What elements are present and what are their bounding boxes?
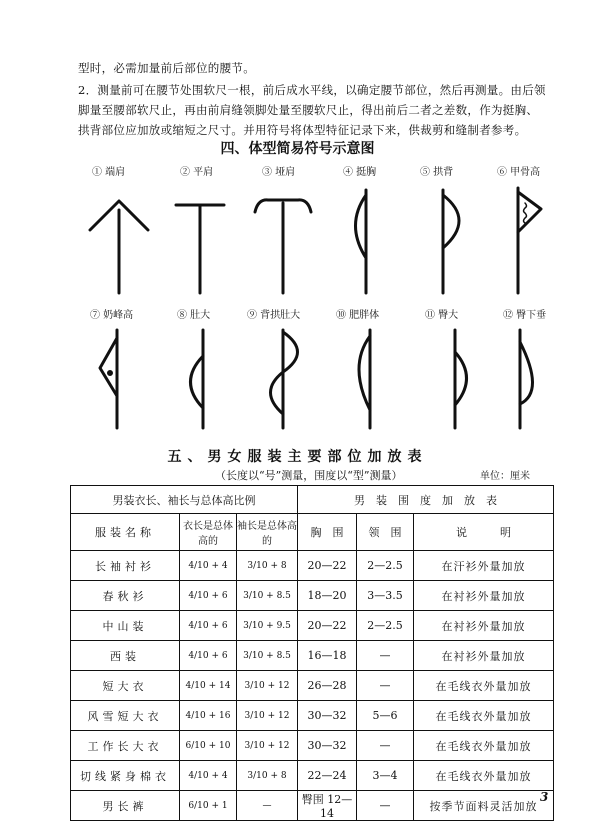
- symbol-label-1: ① 端肩: [92, 167, 126, 178]
- cell-collar: —: [357, 791, 414, 821]
- table-row: [71, 641, 554, 671]
- cell-chest: 30—32: [298, 701, 357, 731]
- cell-length: 4/10 + 6: [180, 641, 237, 671]
- symbol-label-8: ⑧ 肚大: [177, 310, 211, 321]
- cell-sleeve: —: [237, 791, 298, 821]
- cell-chest: 20—22: [298, 551, 357, 581]
- paragraph-1: 型时，必需加量前后部位的腰节。: [78, 61, 255, 75]
- paragraph-2: 2．测量前可在腰节处围软尺一根，前后成水平线，以确定腰节部位，然后再测量。由后领脚量至腰部软尺止，再由前肩缝领脚处量至腰软尺止，得出前后二者之差数，作为挺胸、拱背部位应加放或缩短之尺寸。并用符号将体型特征记录下来，供裁剪和缝制者参考。: [78, 83, 546, 137]
- table-row: [71, 701, 554, 731]
- cell-note: 在毛线衣外量加放: [414, 761, 554, 791]
- cell-note: 在汗衫外量加放: [414, 551, 554, 581]
- cell-collar: —: [357, 731, 414, 761]
- cell-length: 4/10 + 4: [180, 551, 237, 581]
- cell-note: 在毛线衣外量加放: [414, 671, 554, 701]
- cell-chest: 臀围 12—14: [298, 791, 357, 821]
- cell-sleeve: 3/10 + 8.5: [237, 641, 298, 671]
- cell-name: 春秋衫: [71, 581, 180, 611]
- col-header-name: 服装名称: [71, 514, 180, 551]
- table-row: [71, 761, 554, 791]
- symbol-label-10: ⑩ 肥胖体: [336, 310, 380, 321]
- cell-note: 在衬衫外量加放: [414, 581, 554, 611]
- symbol-large-hips: [455, 330, 467, 428]
- cell-sleeve: 3/10 + 12: [237, 701, 298, 731]
- section5-title: 五、男女服装主要部位加放表: [167, 449, 428, 465]
- cell-collar: 2—2.5: [357, 611, 414, 641]
- cell-collar: 3—4: [357, 761, 414, 791]
- col-header-note: 说 明: [414, 514, 554, 551]
- cell-name: 西装: [71, 641, 180, 671]
- symbol-large-belly: [191, 330, 204, 428]
- cell-collar: 5—6: [357, 701, 414, 731]
- cell-chest: 16—18: [298, 641, 357, 671]
- table-row: [71, 611, 554, 641]
- cell-name: 短大衣: [71, 671, 180, 701]
- table-row: [71, 791, 554, 821]
- table-row: [71, 671, 554, 701]
- symbol-label-3: ③ 垭肩: [262, 167, 296, 178]
- symbol-high-scapula: [518, 188, 541, 293]
- cell-length: 4/10 + 6: [180, 581, 237, 611]
- cell-note: 在毛线衣外量加放: [414, 701, 554, 731]
- cell-chest: 18—20: [298, 581, 357, 611]
- symbol-arched-back: [443, 190, 459, 293]
- cell-sleeve: 3/10 + 9.5: [237, 611, 298, 641]
- cell-chest: 22—24: [298, 761, 357, 791]
- cell-note: 在衬衫外量加放: [414, 641, 554, 671]
- cell-chest: 30—32: [298, 731, 357, 761]
- cell-name: 切线紧身棉衣: [71, 761, 180, 791]
- cell-sleeve: 3/10 + 8: [237, 551, 298, 581]
- cell-sleeve: 3/10 + 8: [237, 761, 298, 791]
- symbol-high-bust: [100, 330, 117, 428]
- symbol-square-shoulder: [255, 200, 311, 293]
- symbol-drooping-hips: [520, 330, 533, 428]
- cell-length: 4/10 + 16: [180, 701, 237, 731]
- cell-sleeve: 3/10 + 12: [237, 731, 298, 761]
- cell-name: 中山装: [71, 611, 180, 641]
- cell-collar: 2—2.5: [357, 551, 414, 581]
- symbol-label-11: ⑪ 臀大: [425, 310, 459, 321]
- page-number: 3: [540, 790, 549, 804]
- cell-name: 长袖衬衫: [71, 551, 180, 581]
- cell-name: 男长裤: [71, 791, 180, 821]
- symbol-label-6: ⑥ 甲骨高: [497, 167, 541, 178]
- cell-name: 风雪短大衣: [71, 701, 180, 731]
- right-header: 男 装 围 度 加 放 表: [298, 486, 554, 514]
- symbol-sloping-shoulder: [90, 201, 148, 293]
- cell-collar: 3—3.5: [357, 581, 414, 611]
- col-header-collar: 领 围: [357, 514, 414, 551]
- symbol-label-4: ④ 挺胸: [343, 167, 377, 178]
- col-header-length: 衣长是总体高的: [180, 514, 237, 551]
- symbol-label-12: ⑫ 臀下垂: [503, 310, 547, 321]
- symbol-label-9: ⑨ 背拱肚大: [247, 310, 301, 321]
- cell-note: 按季节面料灵活加放: [414, 791, 554, 821]
- left-header: 男装衣长、袖长与总体高比例: [71, 486, 298, 514]
- cell-length: 6/10 + 10: [180, 731, 237, 761]
- symbol-obese: [359, 330, 370, 428]
- cell-length: 4/10 + 6: [180, 611, 237, 641]
- col-header-sleeve: 袖长是总体高的: [237, 514, 298, 551]
- cell-length: 4/10 + 14: [180, 671, 237, 701]
- cell-length: 4/10 + 4: [180, 761, 237, 791]
- cell-chest: 26—28: [298, 671, 357, 701]
- symbol-flat-shoulder: [176, 205, 224, 293]
- table-row: [71, 581, 554, 611]
- cell-collar: —: [357, 671, 414, 701]
- section4-title: 四、体型简易符号示意图: [220, 141, 375, 157]
- symbol-label-7: ⑦ 奶峰高: [90, 310, 134, 321]
- table-row: [71, 731, 554, 761]
- cell-note: 在毛线衣外量加放: [414, 731, 554, 761]
- col-header-chest: 胸 围: [298, 514, 357, 551]
- symbol-arched-back-large-belly: [271, 330, 298, 428]
- cell-sleeve: 3/10 + 12: [237, 671, 298, 701]
- allowance-table: [70, 485, 554, 821]
- symbol-label-2: ② 平肩: [180, 167, 214, 178]
- section5-subtitle: （长度以“号”测量，围度以“型”测量）: [215, 469, 403, 482]
- cell-sleeve: 3/10 + 8.5: [237, 581, 298, 611]
- section5-unit: 单位：厘米: [480, 471, 530, 482]
- table-row: [71, 551, 554, 581]
- symbol-label-5: ⑤ 拱背: [420, 167, 454, 178]
- cell-chest: 20—22: [298, 611, 357, 641]
- cell-name: 工作长大衣: [71, 731, 180, 761]
- cell-length: 6/10 + 1: [180, 791, 237, 821]
- cell-note: 在衬衫外量加放: [414, 611, 554, 641]
- cell-collar: —: [357, 641, 414, 671]
- symbol-prominent-chest: [356, 190, 367, 293]
